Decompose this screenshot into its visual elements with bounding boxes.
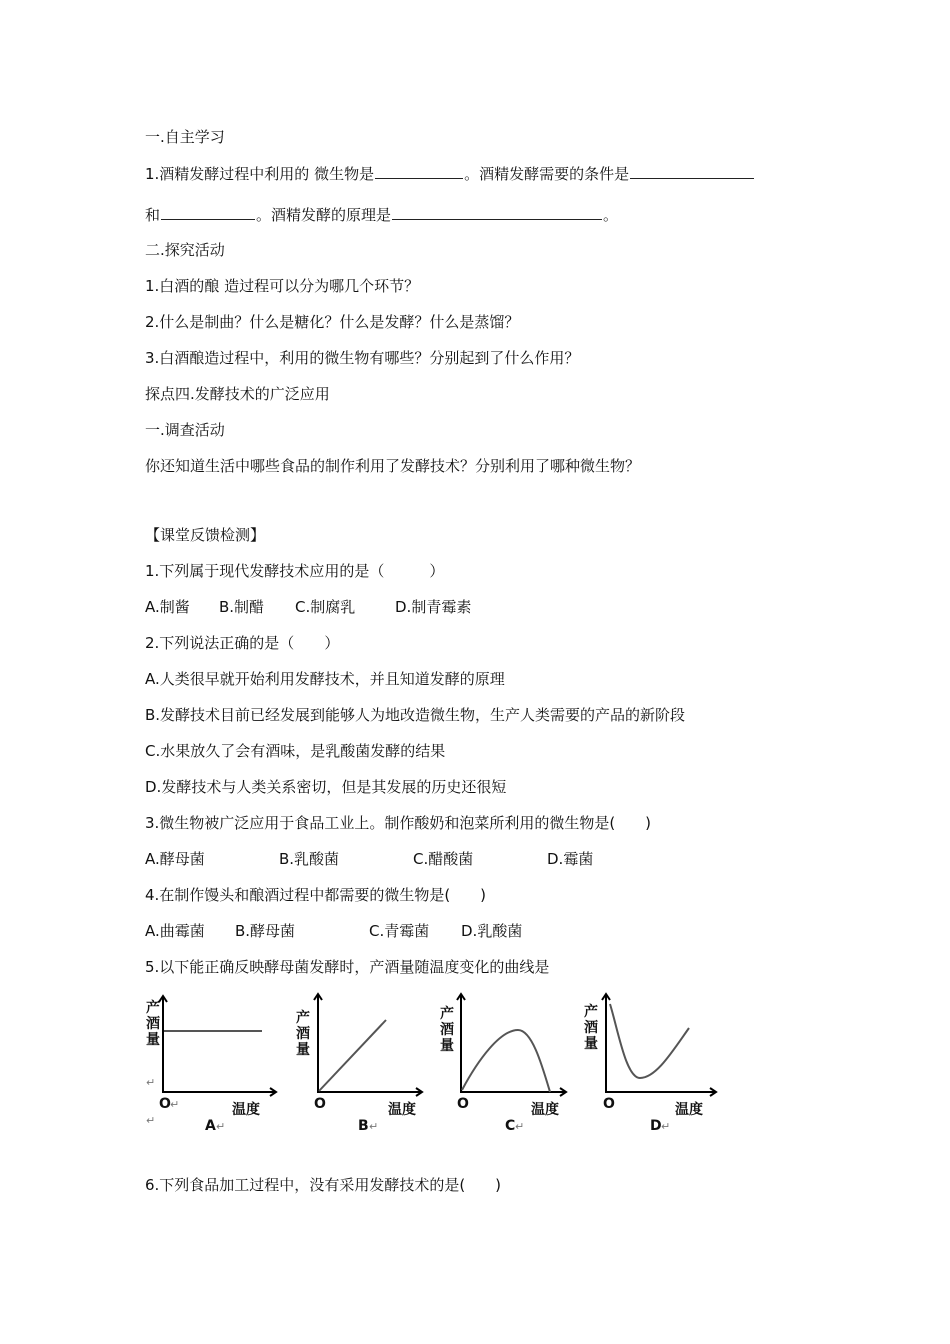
section-title-explore: 二.探究活动	[145, 241, 225, 259]
graph-d-origin: O	[603, 1096, 615, 1112]
graph-b-x-label: 温度	[388, 1102, 416, 1118]
graph-b-mark-letter: ↵	[369, 1120, 379, 1133]
q1-text-3: 和	[145, 206, 161, 224]
graph-d-y-label	[584, 1003, 598, 1052]
fq4-options	[145, 922, 522, 940]
graph-a-origin: O	[159, 1096, 171, 1112]
graph-d-letter: D	[650, 1118, 662, 1134]
graph-c-curve	[462, 1030, 550, 1092]
y-label-char: 产	[146, 1000, 160, 1016]
fq6-stem: 6.下列食品加工过程中，没有采用发酵技术的是( )	[145, 1176, 502, 1194]
fq3-option-a[interactable]: A.酵母菌	[145, 850, 205, 868]
fq3-stem: 3.微生物被广泛应用于食品工业上。制作酸奶和泡菜所利用的微生物是( )	[145, 814, 652, 832]
q1-text-2: 。酒精发酵需要的条件是	[464, 165, 630, 183]
graph-c[interactable]	[440, 994, 566, 1134]
q1-blank-principle[interactable]	[392, 205, 602, 220]
fq5-stem: 5.以下能正确反映酵母菌发酵时，产酒量随温度变化的曲线是	[145, 958, 550, 976]
graph-c-origin: O	[457, 1096, 469, 1112]
question-1-row-1	[145, 164, 755, 183]
fq3-option-d[interactable]: D.霉菌	[547, 850, 594, 868]
question-1-row-2	[145, 205, 618, 224]
graph-c-y-label	[440, 1005, 454, 1054]
graph-b[interactable]	[296, 994, 422, 1134]
survey-question: 你还知道生活中哪些食品的制作利用了发酵技术？分别利用了哪种微生物？	[145, 457, 641, 475]
y-label-char: 酒	[584, 1020, 598, 1036]
explore-item-3: 3.白酒酿造过程中，利用的微生物有哪些？分别起到了什么作用？	[145, 349, 580, 367]
q1-text-5: 。	[603, 206, 619, 224]
y-label-char: 酒	[440, 1022, 454, 1038]
graph-b-axes	[318, 994, 422, 1092]
fq4-option-b[interactable]: B.酵母菌	[235, 922, 296, 940]
graph-b-origin: O	[314, 1096, 326, 1112]
y-label-char: 产	[584, 1004, 598, 1020]
y-label-char: 产	[296, 1010, 310, 1026]
graph-a[interactable]	[146, 996, 276, 1134]
fq1-option-b[interactable]: B.制醋	[219, 598, 265, 616]
y-label-char: 量	[440, 1038, 454, 1054]
graph-b-curve	[319, 1020, 386, 1091]
q1-blank-conditions-2[interactable]	[161, 205, 255, 220]
fq4-option-c[interactable]: C.青霉菌	[369, 922, 430, 940]
q1-blank-microbe[interactable]	[375, 164, 463, 179]
probe-4-title: 探点四.发酵技术的广泛应用	[145, 385, 330, 403]
graph-a-mark-origin: ↵	[170, 1098, 180, 1111]
y-label-char: 酒	[146, 1016, 160, 1032]
graph-a-mark-bottom: ↵	[146, 1114, 156, 1127]
fq1-stem: 1.下列属于现代发酵技术应用的是（ ）	[145, 562, 445, 580]
graph-c-arrows	[457, 994, 566, 1096]
fq4-option-a[interactable]: A.曲霉菌	[145, 922, 205, 940]
section-title-self-study: 一.自主学习	[145, 128, 225, 146]
graph-a-axes	[163, 996, 276, 1092]
fq2-option-b[interactable]: B.发酵技术目前已经发展到能够人为地改造微生物，生产人类需要的产品的新阶段	[145, 706, 686, 724]
graph-c-letter: C	[505, 1118, 516, 1134]
fq2-option-a[interactable]: A.人类很早就开始利用发酵技术，并且知道发酵的原理	[145, 670, 505, 688]
fq3-option-b[interactable]: B.乳酸菌	[279, 850, 340, 868]
graph-d-arrows	[602, 994, 716, 1096]
fq2-option-d[interactable]: D.发酵技术与人类关系密切，但是其发展的历史还很短	[145, 778, 507, 796]
graph-a-mark-left: ↵	[146, 1076, 156, 1089]
graph-a-letter: A	[205, 1118, 216, 1134]
graph-a-mark-letter: ↵	[216, 1120, 226, 1133]
survey-title: 一.调查活动	[145, 421, 225, 439]
explore-item-1: 1.白酒的酿 造过程可以分为哪几个环节？	[145, 277, 420, 295]
graph-c-mark-letter: ↵	[515, 1120, 525, 1133]
fq2-stem: 2.下列说法正确的是（ ）	[145, 634, 340, 652]
graph-d-axes	[606, 994, 716, 1092]
graph-b-y-label	[296, 1009, 310, 1058]
q1-text-1: 1.酒精发酵过程中利用的 微生物是	[145, 165, 375, 183]
fq4-option-d[interactable]: D.乳酸菌	[461, 922, 523, 940]
fq1-option-a[interactable]: A.制酱	[145, 598, 190, 616]
graph-b-letter: B	[358, 1118, 369, 1134]
fq1-option-c[interactable]: C.制腐乳	[295, 598, 356, 616]
y-label-char: 量	[146, 1032, 160, 1048]
feedback-title: 【课堂反馈检测】	[145, 526, 266, 544]
graph-d-curve	[610, 1004, 689, 1078]
y-label-char: 产	[440, 1006, 454, 1022]
temperature-graphs	[0, 990, 950, 1140]
q1-text-4: 。酒精发酵的原理是	[256, 206, 392, 224]
graph-c-x-label: 温度	[531, 1102, 559, 1118]
fq4-stem: 4.在制作馒头和酿酒过程中都需要的微生物是( )	[145, 886, 487, 904]
q1-blank-conditions[interactable]	[630, 164, 754, 179]
fq2-option-c[interactable]: C.水果放久了会有酒味，是乳酸菌发酵的结果	[145, 742, 446, 760]
graph-b-arrows	[314, 994, 422, 1096]
fq3-options	[145, 850, 593, 868]
graph-d-x-label: 温度	[675, 1102, 703, 1118]
y-label-char: 量	[296, 1042, 310, 1058]
graph-c-axes	[461, 994, 566, 1092]
y-label-char: 酒	[296, 1026, 310, 1042]
graph-a-arrows	[159, 996, 276, 1096]
fq3-option-c[interactable]: C.醋酸菌	[413, 850, 474, 868]
fq1-options	[145, 598, 471, 616]
fq1-option-d[interactable]: D.制青霉素	[395, 598, 472, 616]
y-label-char: 量	[584, 1036, 598, 1052]
graph-a-x-label: 温度	[232, 1102, 260, 1118]
explore-item-2: 2.什么是制曲？什么是糖化？什么是发酵？什么是蒸馏？	[145, 313, 520, 331]
graph-a-y-label	[146, 999, 160, 1048]
graph-d[interactable]	[584, 994, 716, 1134]
graph-d-mark-letter: ↵	[661, 1120, 671, 1133]
